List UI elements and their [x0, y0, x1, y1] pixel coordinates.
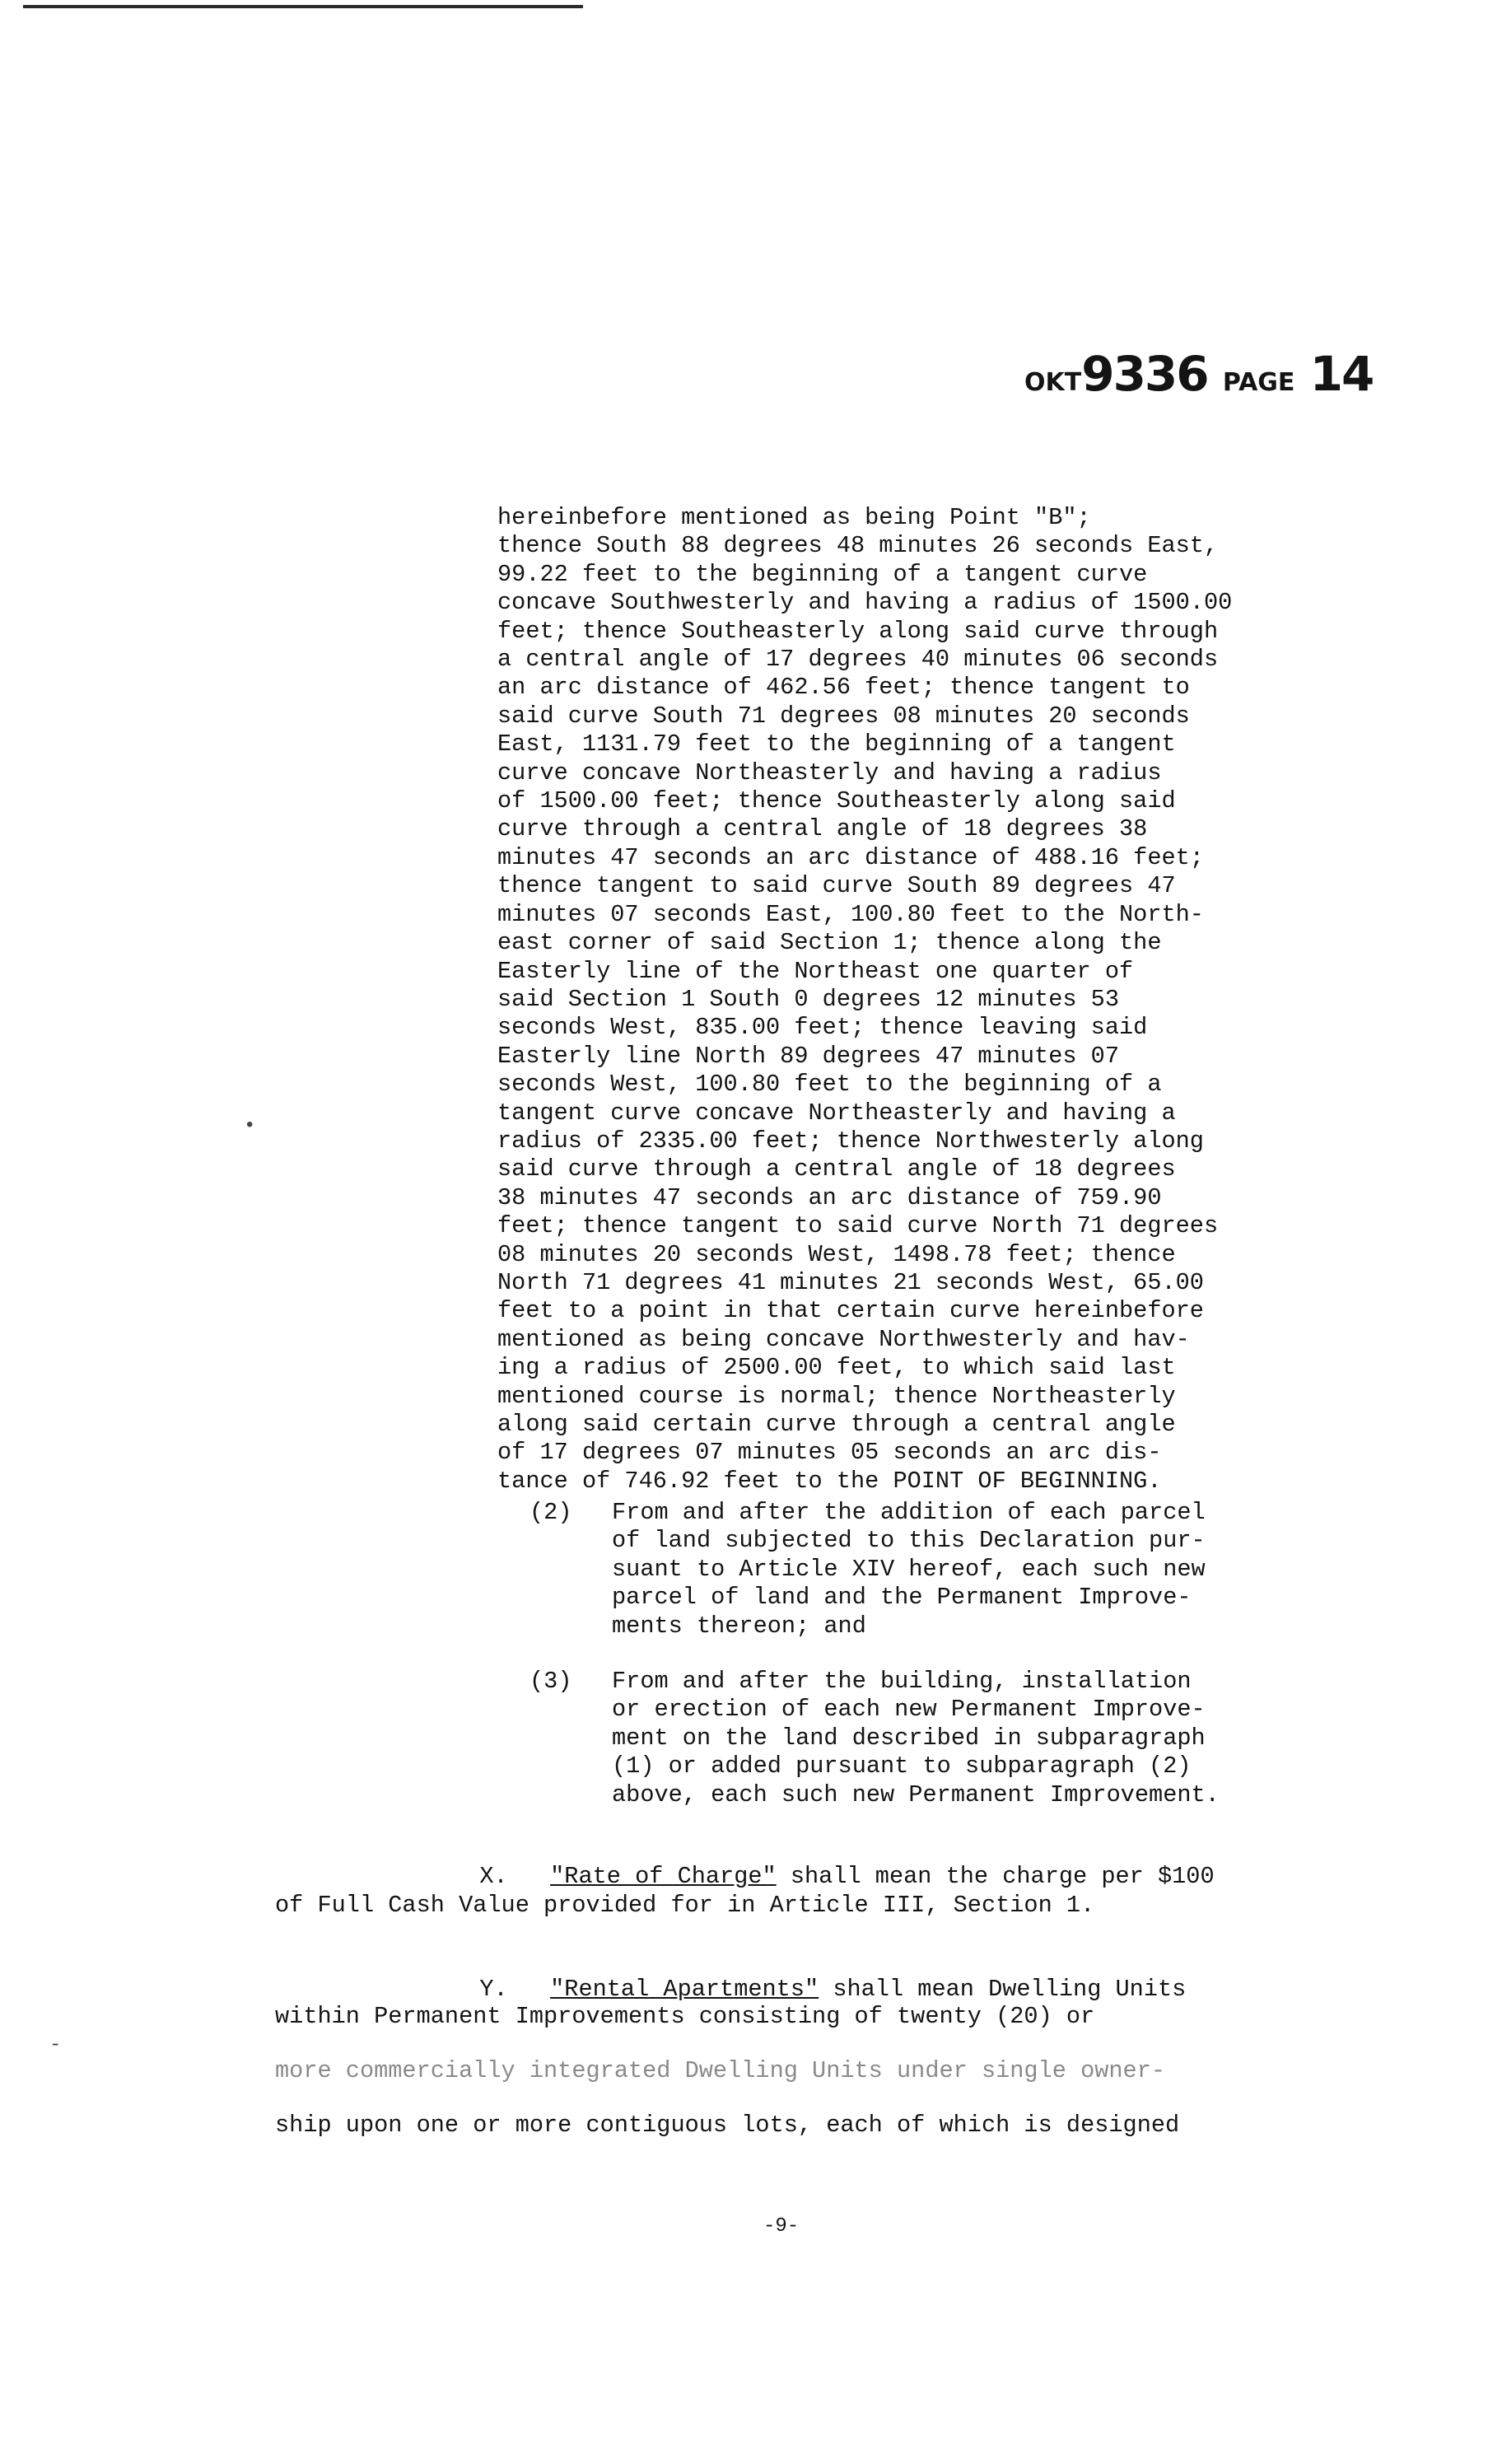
book-page-reference	[1024, 346, 1373, 402]
scan-artifact-dash: -	[49, 2034, 62, 2056]
definition-x-body: of Full Cash Value provided for in Article III, Section 1.	[275, 1892, 1095, 1919]
definition-letter: X.	[479, 1863, 508, 1890]
footer-page-number: -9-	[763, 2215, 800, 2238]
definition-x-heading: X. "Rate of Charge" shall mean the charge per $100	[479, 1863, 1215, 1890]
definition-y-body-line: more commercially integrated Dwelling Units under single owner-	[275, 2057, 1166, 2084]
recorded-page-number: 14	[1309, 346, 1374, 402]
defined-term: "Rental Apartments"	[550, 1976, 819, 2003]
definition-y-body-line: within Permanent Improvements consisting of twenty (20) or	[275, 2003, 1095, 2030]
book-number: 9336	[1081, 346, 1208, 402]
definition-y-body-line: ship upon one or more contiguous lots, each of which is designed	[275, 2112, 1180, 2139]
subparagraph-text: From and after the addition of each parcel of land subjected to this Declaration pur- suant to Article XIV hereof, each such new parcel of land and the Permanent Improve- ments thereon; and	[612, 1499, 1206, 1640]
definition-letter: Y.	[479, 1976, 508, 2003]
subparagraph-number: (2)	[529, 1499, 572, 1526]
definition-y-heading: Y. "Rental Apartments" shall mean Dwelling Units	[479, 1976, 1187, 2003]
scan-artifact-dot: •	[244, 1115, 256, 1137]
book-prefix: OKT	[1024, 368, 1082, 397]
legal-description: hereinbefore mentioned as being Point "B"; thence South 88 degrees 48 minutes 26 seconds East, 99.22 feet to the beginning of a tangent curve concave Southwesterly and having a radius of 1500.00 feet; thence Southeasterly along said curve through a central angle of 17 degrees 40 minutes 06 seconds an arc distance of 462.56 feet; thence tangent to said curve South 71 degrees 08 minutes 20 seconds East, 1131.79 feet to the beginning of a tangent curve concave Northeasterly and having a radius of 1500.00 feet; thence Southeasterly along said curve through a central angle of 18 degrees 38 minutes 47 seconds an arc distance of 488.16 feet; thence tangent to said curve South 89 degrees 47 minutes 07 seconds East, 100.80 feet to the North- east corner of said Section 1; thence along the Easterly line of the Northeast one quarter of said Section 1 South 0 degrees 12 minutes 53 seconds West, 835.00 feet; thence leaving said Easterly line North 89 degrees 47 minutes 07 seconds West, 100.80 feet to the beginning of a tangent curve concave Northeasterly and having a radius of 2335.00 feet; thence Northwesterly along said curve through a central angle of 18 degrees 38 minutes 47 seconds an arc distance of 759.90 feet; thence tangent to said curve North 71 degrees 08 minutes 20 seconds West, 1498.78 feet; thence North 71 degrees 41 minutes 21 seconds West, 65.00 feet to a point in that certain curve hereinbefore mentioned as being concave Northwesterly and hav- ing a radius of 2500.00 feet, to which said last mentioned course is normal; thence Northeasterly along said certain curve through a central angle of 17 degrees 07 minutes 05 seconds an arc dis- tance of 746.92 feet to the POINT OF BEGINNING.	[497, 504, 1233, 1495]
defined-term: "Rate of Charge"	[550, 1863, 777, 1890]
page-label: PAGE	[1222, 368, 1295, 397]
subparagraph-text: From and after the building, installation or erection of each new Permanent Improve- ment on the land described in subparagraph (1) or added pursuant to subparagraph (2) above, each such new Permanent Improvement.	[612, 1668, 1220, 1808]
subparagraph-number: (3)	[529, 1668, 572, 1695]
scan-top-rule	[23, 5, 583, 8]
